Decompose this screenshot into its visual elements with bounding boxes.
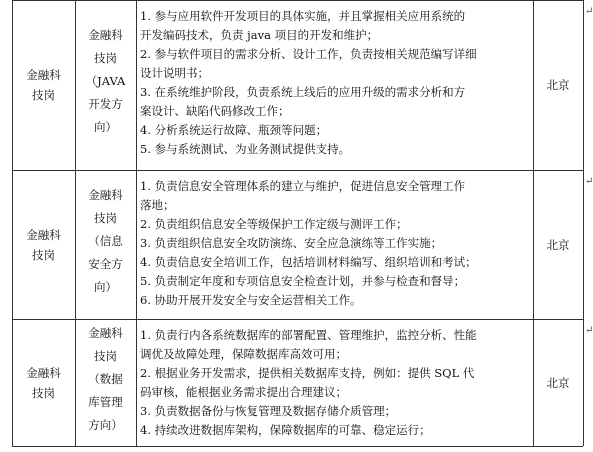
duty-line: 5. 参与系统测试、为业务测试提供支持。 <box>140 142 351 156</box>
role-label-line: 开发方 <box>88 97 123 111</box>
duty-line: 案设计、缺陷代码修改工作； <box>140 104 290 118</box>
role-label-line: 金融科 <box>88 187 123 202</box>
duty-line: 设计说明书； <box>140 66 209 80</box>
role-label-line: 技岗 <box>94 348 117 363</box>
duty-line: 4. 负责信息安全培训工作，包括培训材料编写、组织培训和考试； <box>140 255 477 269</box>
duty-line: 调优及故障处理，保障数据库高效可用； <box>140 347 347 361</box>
duty-line: 1. 负责行内各系统数据库的部署配置、管理维护，监控分析、性能 <box>140 328 477 342</box>
duty-line: 4. 持续改进数据库架构，保障数据库的可靠、稳定运行； <box>140 423 431 437</box>
duty-line: 1. 参与应用软件开发项目的具体实施，并且掌握相关应用系统的 <box>140 9 466 23</box>
col-border-4 <box>583 0 584 446</box>
role-label-line: 方向） <box>88 417 123 432</box>
col-border-3 <box>533 0 534 446</box>
row-border-3 <box>12 446 583 447</box>
role-label-line: 安全方 <box>88 256 123 271</box>
role-label-line: （JAVA <box>85 74 126 88</box>
role-label-line: 技岗 <box>94 51 117 65</box>
category-label-line: 金融科 <box>26 365 61 380</box>
location-label: 北京 <box>546 78 570 92</box>
role-label-line: （信息 <box>88 233 123 248</box>
duty-line: 2. 参与软件项目的需求分析、设计工作，负责按相关规范编写详细 <box>140 47 477 61</box>
paragraph-mark: ↵ <box>585 6 593 17</box>
category-label-line: 技岗 <box>32 385 55 400</box>
duty-line: 6. 协助开展开发安全与安全运营相关工作。 <box>140 293 362 307</box>
duty-line: 码审核，能根据业务需求提出合理建议； <box>140 385 347 399</box>
row-border-1 <box>12 170 583 171</box>
paragraph-mark: ↵ <box>585 325 593 336</box>
row-border-2 <box>12 319 583 320</box>
category-label-line: 技岗 <box>32 88 55 102</box>
role-label-line: 金融科 <box>88 325 123 340</box>
duty-line: 2. 根据业务开发需求，提供相关数据库支持，例如：提供 SQL 代 <box>140 366 475 380</box>
role-label-line: 技岗 <box>94 210 117 225</box>
col-border-2 <box>136 0 137 446</box>
location-label: 北京 <box>546 237 570 252</box>
duty-line: 开发编码技术，负责 java 项目的开发和维护； <box>140 28 379 42</box>
row-border-0 <box>12 0 583 1</box>
duty-line: 3. 负责数据备份与恢复管理及数据存储介质管理； <box>140 404 397 418</box>
role-label-line: 向） <box>94 279 117 294</box>
role-label-line: 金融科 <box>88 28 123 42</box>
duty-line: 5. 负责制定年度和专项信息安全检查计划，并参与检查和督导； <box>140 274 466 288</box>
paragraph-mark: ↵ <box>585 176 593 187</box>
category-label-line: 技岗 <box>32 247 55 262</box>
duty-line: 落地； <box>140 198 175 212</box>
category-label-line: 金融科 <box>26 227 61 242</box>
duty-line: 2. 负责组织信息安全等级保护工作定级与测评工作； <box>140 217 408 231</box>
location-label: 北京 <box>546 375 570 390</box>
duty-line: 3. 在系统维护阶段，负责系统上线后的应用升级的需求分析和方 <box>140 85 466 99</box>
category-label-line: 金融科 <box>26 68 61 82</box>
duty-line: 3. 负责组织信息安全攻防演练、安全应急演练等工作实施； <box>140 236 443 250</box>
role-label-line: （数据 <box>88 371 123 386</box>
col-border-0 <box>12 0 13 446</box>
role-label-line: 向） <box>94 120 117 134</box>
duty-line: 1. 负责信息安全管理体系的建立与维护，促进信息安全管理工作 <box>140 179 466 193</box>
duty-line: 4. 分析系统运行故障、瓶颈等问题； <box>140 123 328 137</box>
role-label-line: 库管理 <box>88 394 123 409</box>
col-border-1 <box>75 0 76 446</box>
